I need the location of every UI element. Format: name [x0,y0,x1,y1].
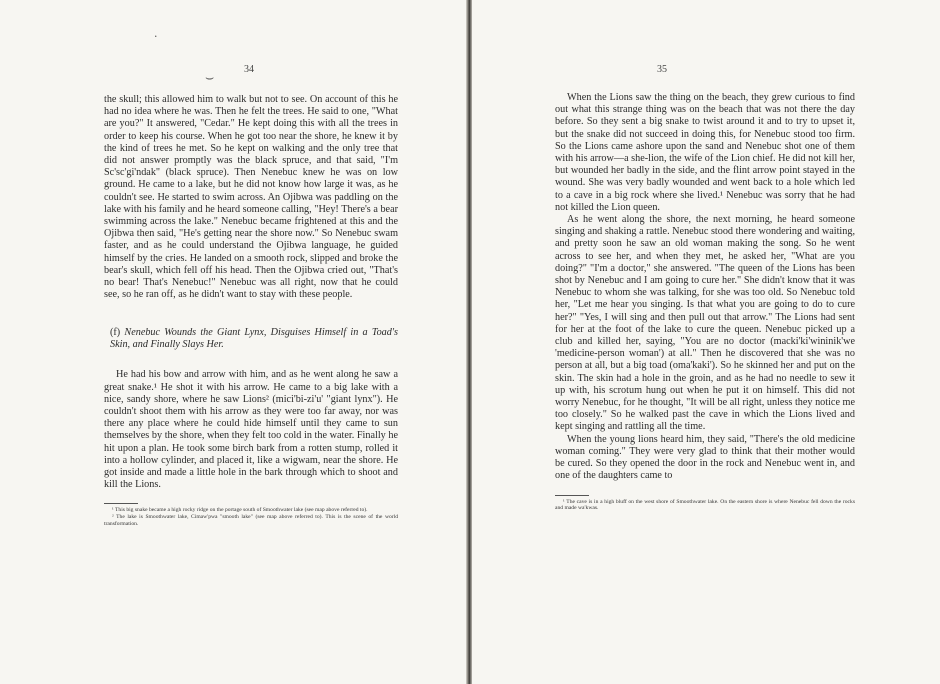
footnotes [104,507,398,527]
margin-speck: · [154,30,158,43]
pencil-check-mark: ⌣ [205,70,215,86]
section-heading [104,327,398,351]
section-title: Nenebuc Wounds the Giant Lynx, Disguises Himself in a Toad's Skin, and Finally Slays Her. [110,327,399,351]
body-paragraph: When the young lions heard him, they said, "There's the old medicine woman coming." They were very glad to think that their mother would be cured. So they opened the door in the rock and Nenebuc went in, and one of the daughters came to [555,433,855,482]
body-paragraph: He had his bow and arrow with him, and as he went along he saw a great snake.¹ He shot it with his arrow. He came to a big lake with a nice, sandy shore, where he saw Lions² (mici'bi-zi'u' "giant lynx"). He couldn't shoot them with his arrow as they were too far away, nor was there any place where he could hide himself until they came to sun themselves by the shore, when they felt too cold in the water. Finally he hit upon a plan. He took some birch bark from a rotten stump, rolled it into a hollow cylinder, and placed it, like a wigwam, near the shore. He got inside and made a little hole in the bark through which to shoot and kill the Lions. [104,369,398,491]
footnotes [555,499,855,512]
body-paragraph: the skull; this allowed him to walk but not to see. On account of this he had no idea where he was. Then he felt the trees. He said to one, "What are you?" It answered, "Cedar." He kept doing this with all the trees in order to keep his course. When he got too near the shore, he knew it by the kind of trees he met. So he kept on walking and the only tree that did not answer promptly was the black spruce, and that said, "I'm Sc'sc'gi'ndak" (black spruce). Then Nenebuc knew he was on low ground. He came to a lake, but he did not know how large it was, as he couldn't see. He started to swim across. An Ojibwa was paddling on the lake with his family and he heard someone calling, "Hey! There's a bear swimming across the lake." Nenebuc became frightened at this and the Ojibwa then said, "He's getting near the shore now." So Nenebuc swam faster, and as he could understand the Ojibwa language, he guided himself by the cries. He landed on a smooth rock, slipped and broke the bear's skull, which fell off his head. Then the Ojibwa cried out, "That's no bear! That's Nenebuc!" Nenebuc was all right, now that he could see, so he ran off, as he didn't want to stay with these people. [104,94,398,301]
body-paragraph: When the Lions saw the thing on the beach, they grew curious to find out what this strange thing was on the beach that was not there the day before. So they sent a big snake to twist around it and to try to upset it, but the snake did not succeed in doing this, for Nenebuc stood too firm. So the Lions came ashore upon the sand and Nenebuc shot one of them with his arrow—a she-lion, the wife of the Lion chief. He did not kill her, but wounded her badly in the side, and the flint arrow point stayed in the wound. She was very badly wounded and went back to a hole which led to a cave in a big rock where she lived.¹ Nenebuc was sorry that he had not killed the Lion queen. [555,92,855,213]
right-column [555,92,855,512]
footnote-rule [104,503,138,504]
section-number: (f) [110,327,121,339]
page-number: 34 [244,64,254,75]
footnote-rule [555,495,589,496]
right-page [472,0,940,684]
footnote: ¹ The cave is in a high bluff on the west shore of Smoothwater lake. On the eastern shore is where Nenebuc fell down the rocks and made wa'kwas. [555,498,855,512]
left-column [104,94,398,527]
body-paragraph: As he went along the shore, the next morning, he heard someone singing and shaking a rattle. Nenebuc stood there wondering and waiting, and pretty soon he saw an old woman making the song. So he went across to see her, and when they met, he asked her, "What are you doing?" "I'm a doctor," she answered. "The queen of the Lions has been shot by Nenebuc and I am going to cure her." She didn't know that it was Nenebuc to whom she was talking, for she was too old. So Nenebuc told her, "Let me hear you singing. Is that what you are going to do to cure her?" "Yes, I will sing and then pull out that arrow." The Lions had sent for her at the foot of the lake to cure the queen. Nenebuc picked up a club and killed her, saying, "You are no doctor (macki'ki'wininik'we 'medicine-person woman') at all." Then he discovered that she was no person at all, but a big toad (oma'kaki'). So he skinned her and put on the skin. The skin had a hole in the groin, and as he had no needle to sew it up with, his scrotum hung out when he put it on himself. This did not worry Nenebuc, for he thought, "It will be all right, unless they notice me too closely." So he walked past the cave in which the Lions lived and kept singing and rattling all the time. [555,214,855,433]
footnote: ² The lake is Smoothwater lake, Cimaw'pwa "smooth lake" (see map above referred to). This is the scene of the world transformation. [104,514,398,527]
footnote: ¹ This big snake became a high rocky ridge on the portage south of Smoothwater lake (see map above referred to). [112,507,368,514]
page-number: 35 [657,64,667,75]
left-page [0,0,466,684]
